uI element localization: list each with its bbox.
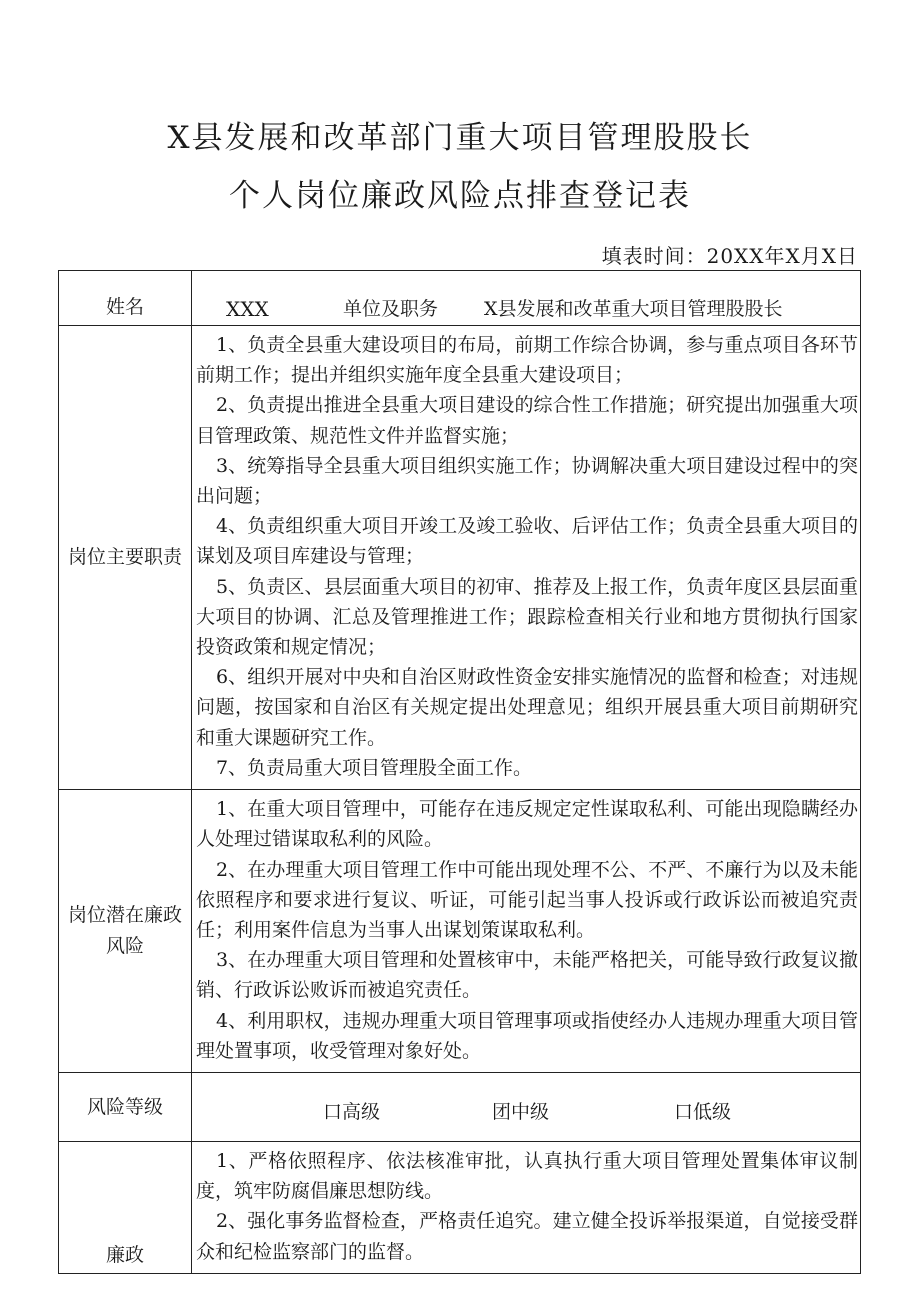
duty-item: 2、负责提出推进全县重大项目建设的综合性工作措施；研究提出加强重大项目管理政策、规范性文件并监督实施； <box>196 394 858 447</box>
measures-row <box>59 1142 861 1274</box>
fill-date: 填表时间：20XX年X月X日 <box>601 244 858 268</box>
risks-row <box>59 790 861 1073</box>
name-label: 姓名 <box>59 271 192 326</box>
risk-item: 2、在办理重大项目管理工作中可能出现处理不公、不严、不廉行为以及未能依照程序和要求进行复议、听证，可能引起当事人投诉或行政诉讼而被追究责任；利用案件信息为当事人出谋划策谋取私利。 <box>196 858 858 941</box>
measure-item: 2、强化事务监督检查，严格责任追究。建立健全投诉举报渠道，自觉接受群众和纪检监察部门的监督。 <box>196 1210 858 1263</box>
risk-level-options <box>192 1073 861 1142</box>
risk-level-row <box>59 1073 861 1142</box>
unit-label: 单位及职务 <box>343 298 439 320</box>
unit-value: X县发展和改革重大项目管理股股长 <box>484 298 783 320</box>
risk-item: 3、在办理重大项目管理和处置核审中，未能严格把关，可能导致行政复议撤销、行政诉讼败诉而被追究责任。 <box>196 949 858 1002</box>
measures-cell <box>192 1142 861 1274</box>
duty-item: 6、组织开展对中央和自治区财政性资金安排实施情况的监督和检查；对违规问题，按国家和自治区有关规定提出处理意见；组织开展县重大项目前期研究和重大课题研究工作。 <box>196 666 858 749</box>
document-title-line1: X县发展和改革部门重大项目管理股股长 <box>167 120 753 156</box>
measure-item: 1、严格依照程序、依法核准审批，认真执行重大项目管理处置集体审议制度，筑牢防腐倡廉思想防线。 <box>196 1150 858 1203</box>
document-title-line2: 个人岗位廉政风险点排查登记表 <box>229 178 691 214</box>
risk-level-low: 口低级 <box>674 1101 732 1124</box>
name-value: XXX <box>226 297 269 321</box>
risk-item: 4、利用职权，违规办理重大项目管理事项或指使经办人违规办理重大项目管理处置事项，收受管理对象好处。 <box>196 1009 858 1062</box>
duty-item: 5、负责区、县层面重大项目的初审、推荐及上报工作，负责年度区县层面重大项目的协调、汇总及管理推进工作；跟踪检查相关行业和地方贯彻执行国家投资政策和规定情况； <box>196 575 858 659</box>
duty-item: 3、统筹指导全县重大项目组织实施工作；协调解决重大项目建设过程中的突出问题； <box>196 454 858 508</box>
measures-label: 廉政 <box>59 1142 192 1274</box>
duty-item: 4、负责组织重大项目开竣工及竣工验收、后评估工作；负责全县重大项目的谋划及项目库建设与管理； <box>196 515 858 568</box>
duties-cell <box>192 326 861 790</box>
duties-row <box>59 326 861 790</box>
duties-label: 岗位主要职责 <box>59 326 192 790</box>
register-table <box>58 270 861 1274</box>
risk-level-medium: 团中级 <box>492 1101 550 1124</box>
duty-item: 1、负责全县重大建设项目的布局，前期工作综合协调，参与重点项目各环节前期工作；提出并组织实施年度全县重大建设项目； <box>196 334 858 387</box>
duty-item: 7、负责局重大项目管理股全面工作。 <box>215 756 533 779</box>
risks-label: 岗位潜在廉政风险 <box>59 790 192 1073</box>
name-row <box>59 271 861 326</box>
risk-level-high: 口高级 <box>323 1101 381 1124</box>
risk-level-label: 风险等级 <box>59 1073 192 1142</box>
name-unit-cell <box>192 271 861 326</box>
risks-cell <box>192 790 861 1073</box>
risk-item: 1、在重大项目管理中，可能存在违反规定定性谋取私利、可能出现隐瞒经办人处理过错谋取私利的风险。 <box>196 798 858 851</box>
